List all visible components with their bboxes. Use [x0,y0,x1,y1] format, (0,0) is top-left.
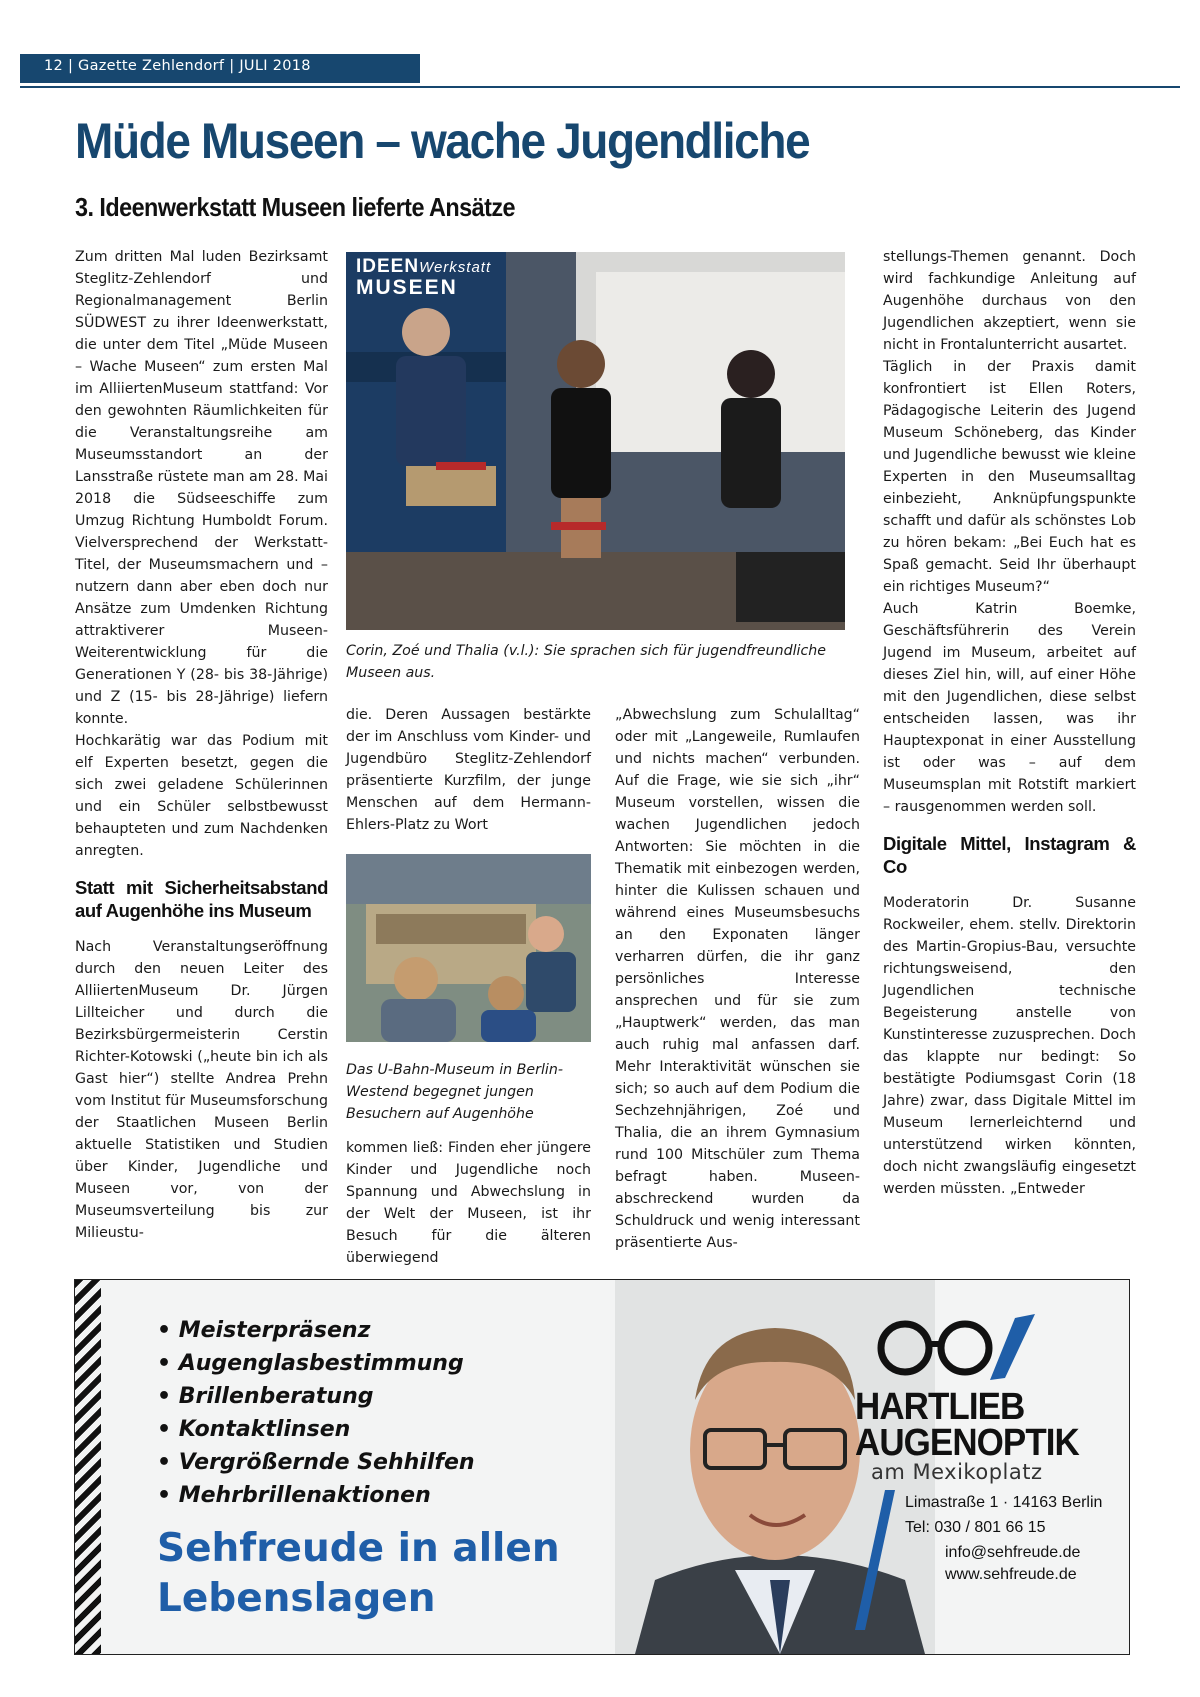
brand-name-line2: AUGENOPTIK [855,1422,1079,1464]
podium-photo [346,252,845,630]
paragraph: Auch Katrin Boemke, Geschäftsführerin des Verein Jugend im Museum, arbeitet auf dieses Ziel hin, will, auf einer Höhe mit den Jugendlichen, diese selbst entscheiden lassen, was ihr Hauptexponat in einer Ausstellung ist oder was – auf dem Museumsplan mit Rotstift markiert – rausgenommen werden soll. [883,601,1136,815]
ubahn-museum-photo [346,854,591,1042]
paragraph: Moderatorin Dr. Susanne Rockweiler, ehem. stellv. Direktorin des Martin-Gropius-Bau, versuchte richtungsweisend, den Jugendlichen technische Begeisterung anstelle von Kunstinteresse zuzusprechen. Doch das klappte nur bedingt: So bestätigte Podiumsgast Corin (18 Jahre) zwar, dass Digitale Mittel im Museum lernerleichternd und unterstützend wirken könnten, doch nicht zwangsläufig eingesetzt werden müssten. „Entweder [883,895,1136,1197]
ad-service-item: • Meisterpräsenz [157,1318,371,1343]
section-title: Statt mit Sicherheitsabstand auf Augenhöhe ins Museum [75,877,328,921]
header-page-info: 12 | Gazette Zehlendorf | JULI 2018 [44,58,311,74]
ad-address: Limastraße 1 · 14163 Berlin [905,1494,1103,1511]
photo1-caption: Corin, Zoé und Thalia (v.l.): Sie sprachen sich für jugendfreundliche Museen aus. [346,643,826,681]
paragraph: Zum dritten Mal luden Bezirksamt Steglitz-Zehlendorf und Regionalmanagement Berlin SÜDWEST zu ihrer Ideenwerkstatt, die unter dem Titel „Müde Museen – Wache Museen“ zum ersten Mal im AlliiertenMuseum stattfand: Vor den gewohnten Räumlichkeiten für die Veranstaltungsreihe am Museumsstandort an der Lansstraße rüstete man am 28. Mai 2018 die Südseeschiffe zum Umzug Richtung Humboldt Forum. Vielversprechend der Werkstatt-Titel, der Museumsmachern und –nutzern dann aber eben doch nur Ansätze zum Umdenken Richtung attraktiverer Museen-Weiterentwicklung für die Generationen Y (28- bis 38-Jährige) und Z (15- bis 28-Jährige) liefern konnte. [75,249,328,727]
column-3 [615,704,860,1254]
article-subheadline: 3. Ideenwerkstatt Museen lieferte Ansätze [75,192,515,222]
photo2-caption: Das U-Bahn-Museum in Berlin-Westend begegnet jungen Besuchern auf Augenhöhe [346,1062,563,1122]
glasses-logo-icon [865,1308,1065,1388]
ad-phone: Tel: 030 / 801 66 15 [905,1519,1046,1536]
ad-service-item: • Brillenberatung [157,1384,374,1409]
brand-accent-stripe [855,1490,895,1630]
column-4 [883,246,1136,1200]
column-2-top [346,704,591,836]
paragraph: stellungs-Themen genannt. Doch wird fachkundige Anleitung auf Augenhöhe durchaus von den Jugendlichen akzeptiert, wenn sie nicht in Frontalunterricht ausartet. [883,249,1136,353]
ad-hatch-border [75,1280,101,1654]
section-title: Digitale Mittel, Instagram & Co [883,833,1136,877]
paragraph: kommen ließ: Finden eher jüngere Kinder und Jugendliche noch Spannung und Abwechslung in der Welt der Museen, ist ihr Besuch für die älteren überwiegend [346,1140,591,1266]
ad-contact-block [905,1494,1125,1614]
ad-service-item: • Vergrößernde Sehhilfen [157,1450,475,1475]
banner-text-museen: MUSEEN [356,276,458,299]
optician-advertisement [74,1279,1130,1655]
ubahn-museum-photo-illustration [346,854,591,1042]
ad-email[interactable]: info@sehfreude.de [945,1544,1081,1561]
article-headline: Müde Museen – wache Jugendliche [75,113,810,169]
brand-name-line1: HARTLIEB [855,1386,1025,1428]
paragraph: die. Deren Aussagen bestärkte der im Anschluss vom Kinder- und Jugendbüro Steglitz-Zehlendorf präsentierte Kurzfilm, der junge Menschen auf dem Hermann-Ehlers-Platz zu Wort [346,707,591,833]
paragraph: Hochkarätig war das Podium mit elf Experten besetzt, gegen die sich zwei geladene Schülerinnen und ein Schüler selbstbewusst behaupteten und zum Nachdenken anregten. [75,733,328,859]
ad-slogan: Sehfreude in allen Lebenslagen [157,1526,560,1621]
paragraph: Täglich in der Praxis damit konfrontiert ist Ellen Roters, Pädagogische Leiterin des Jugend Museum Schöneberg, das Kinder und Jugendliche bewusst wie kleine Experten in den Museumsalltag einbezieht, Anknüpfungspunkte schafft und dafür als schönstes Lob zu hören bekam: „Bei Euch hat es Spaß gemacht. Seid Ihr überhaupt ein richtiges Museum?“ [883,359,1136,595]
ad-service-item: • Mehrbrillenaktionen [157,1483,431,1508]
paragraph: Nach Veranstaltungseröffnung durch den neuen Leiter des AlliiertenMuseum Dr. Jürgen Lillteicher und durch die Bezirksbürgermeisterin Cerstin Richter-Kotowski („heute bin ich als Gast hier“) stellte Andrea Prehn vom Institut für Museumsforschung der Staatlichen Museen Berlin aktuelle Statistiken und Studien über Kinder, Jugendliche und Museen vor, von der Museumsverteilung bis zur Milieustu- [75,939,328,1241]
paragraph: „Abwechslung zum Schulalltag“ oder mit „Langeweile, Rumlaufen und nichts machen“ verbunden. Auf die Frage, wie sie sich „ihr“ Museum vorstellen, wissen die wachen Jugendlichen jedoch Antworten: Sie möchten in die Thematik mit einbezogen werden, hinter die Kulissen schauen und während eines Museumsbesuchs an den Exponaten länger verharren dürfen, die ihr ganz persönliches Interesse ansprechen und für sie zum „Hauptwerk“ werden, das man auch ruhig mal anfassen darf. Mehr Interaktivität wünschen sie sich; so auch auf dem Podium die Sechzehnjährigen, Zoé und Thalia, die an ihrem Gymnasium rund 100 Mitschüler zum Thema befragt haben. Museen-abschreckend wurden da Schuldruck und wenig interessant präsentierte Aus- [615,707,860,1251]
banner-text-ideen: IDEENWerkstatt [356,256,492,277]
ad-service-item: • Kontaktlinsen [157,1417,351,1442]
header-rule [20,86,1180,88]
column-1 [75,246,328,1244]
podium-photo-illustration [346,252,845,630]
ad-service-list [157,1314,475,1512]
ad-service-item: • Augenglasbestimmung [157,1351,464,1376]
column-2-bottom [346,1137,591,1269]
ad-website[interactable]: www.sehfreude.de [945,1566,1077,1583]
brand-name-line3: am Mexikoplatz [871,1460,1043,1484]
